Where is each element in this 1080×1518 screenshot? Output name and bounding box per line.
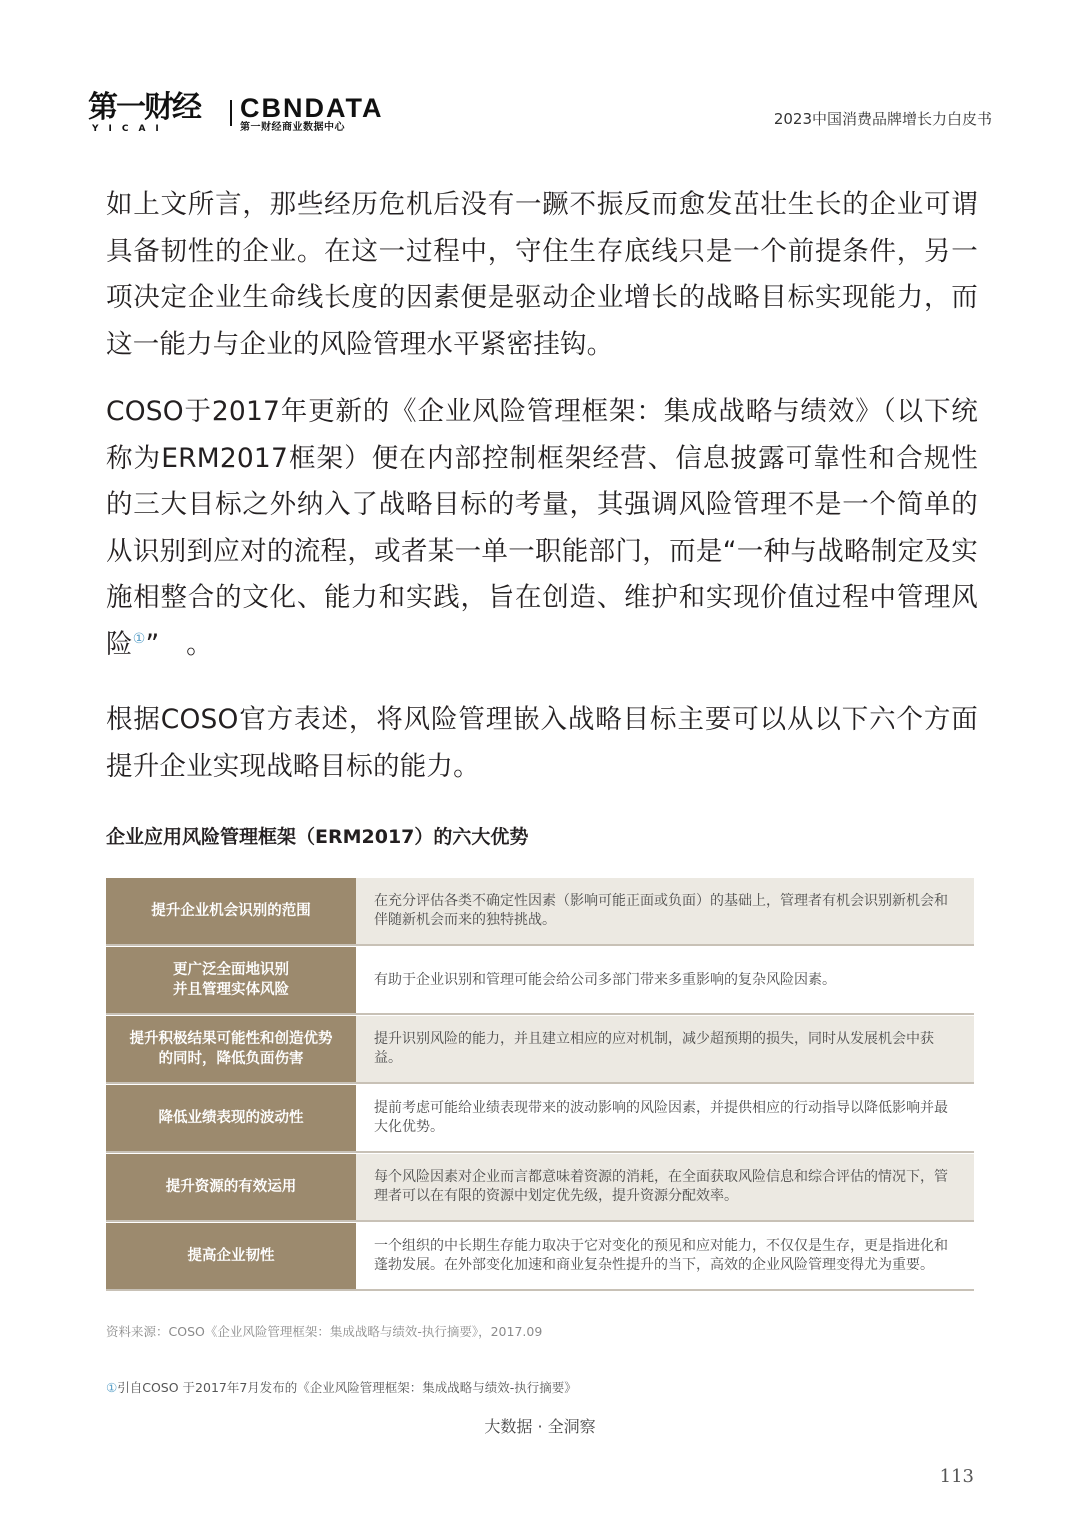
table-row <box>106 878 974 946</box>
yicai-logo-en: YICAI <box>92 124 169 134</box>
row-label <box>106 947 356 1013</box>
row-description: 每个风险因素对企业而言都意味着资源的消耗，在全面获取风险信息和综合评估的情况下，管理者可以在有限的资源中划定优先级，提升资源分配效率。 <box>356 1154 974 1220</box>
logo-divider <box>230 100 232 126</box>
footer-slogan: 大数据 · 全洞察 <box>484 1417 596 1436</box>
cbndata-logo-cn: 第一财经商业数据中心 <box>240 122 345 133</box>
row-description: 提升识别风险的能力，并且建立相应的应对机制，减少超预期的损失，同时从发展机会中获益。 <box>356 1016 974 1082</box>
paragraph-2-text: COSO于2017年更新的《企业风险管理框架：集成战略与绩效》（以下统称为ERM2017框架）便在内部控制框架经营、信息披露可靠性和合规性的三大目标之外纳入了战略目标的考量，其强调风险管理不是一个简单的从识别到应对的流程，或者某一单一职能部门，而是“一种与战略制定及实施相整合的文化、能力和实践，旨在创造、维护和实现价值过程中管理风险 <box>106 396 978 660</box>
yicai-logo-cn: 第一财经 <box>88 90 200 125</box>
table-title: 企业应用风险管理框架（ERM2017）的六大优势 <box>106 826 529 848</box>
report-title: 2023中国消费品牌增长力白皮书 <box>773 110 992 128</box>
row-description: 一个组织的中长期生存能力取决于它对变化的预见和应对能力，不仅仅是生存，更是指进化和蓬勃发展。在外部变化加速和商业复杂性提升的当下，高效的企业风险管理变得尤为重要。 <box>356 1223 974 1289</box>
row-description: 在充分评估各类不确定性因素（影响可能正面或负面）的基础上，管理者有机会识别新机会和伴随新机会而来的独特挑战。 <box>356 878 974 944</box>
row-description: 有助于企业识别和管理可能会给公司多部门带来多重影响的复杂风险因素。 <box>356 947 974 1013</box>
footnote <box>106 1378 577 1396</box>
page-number: 113 <box>939 1466 974 1487</box>
yicai-logo <box>88 92 218 138</box>
row-label: 降低业绩表现的波动性 <box>106 1085 356 1151</box>
page-header <box>88 88 998 138</box>
row-label: 提升资源的有效运用 <box>106 1154 356 1220</box>
table-row <box>106 1085 974 1153</box>
footnote-text: 引自COSO 于2017年7月发布的《企业风险管理框架：集成战略与绩效-执行摘要》 <box>117 1380 577 1395</box>
advantages-table <box>106 878 974 1292</box>
table-row <box>106 1223 974 1291</box>
row-label-text: 提升积极结果可能性和创造优势 的同时，降低负面伤害 <box>129 1031 333 1067</box>
paragraph-2-end: ” 。 <box>145 628 213 660</box>
table-row <box>106 1016 974 1084</box>
paragraph-3: 根据COSO官方表述，将风险管理嵌入战略目标主要可以从以下六个方面提升企业实现战略目标的能力。 <box>106 704 978 782</box>
paragraph-1: 如上文所言，那些经历危机后没有一蹶不振反而愈发茁壮生长的企业可谓具备韧性的企业。在这一过程中，守住生存底线只是一个前提条件，另一项决定企业生命线长度的因素便是驱动企业增长的战略目标实现能力，而这一能力与企业的风险管理水平紧密挂钩。 <box>106 189 978 360</box>
footnote-reference[interactable]: ① <box>132 630 146 647</box>
table-row <box>106 947 974 1015</box>
footnote-mark: ① <box>106 1380 118 1395</box>
row-label <box>106 1016 356 1082</box>
row-label-text: 更广泛全面地识别 并且管理实体风险 <box>173 962 289 998</box>
cbndata-logo <box>240 94 383 134</box>
table-row <box>106 1154 974 1222</box>
row-label: 提高企业韧性 <box>106 1223 356 1289</box>
cbndata-logo-en: CBNDATA <box>240 93 384 123</box>
row-description: 提前考虑可能给业绩表现带来的波动影响的风险因素，并提供相应的行动指导以降低影响并最大化优势。 <box>356 1085 974 1151</box>
row-label: 提升企业机会识别的范围 <box>106 878 356 944</box>
paragraph-2 <box>106 389 978 668</box>
data-source: 资料来源：COSO《企业风险管理框架：集成战略与绩效-执行摘要》，2017.09 <box>106 1324 543 1339</box>
